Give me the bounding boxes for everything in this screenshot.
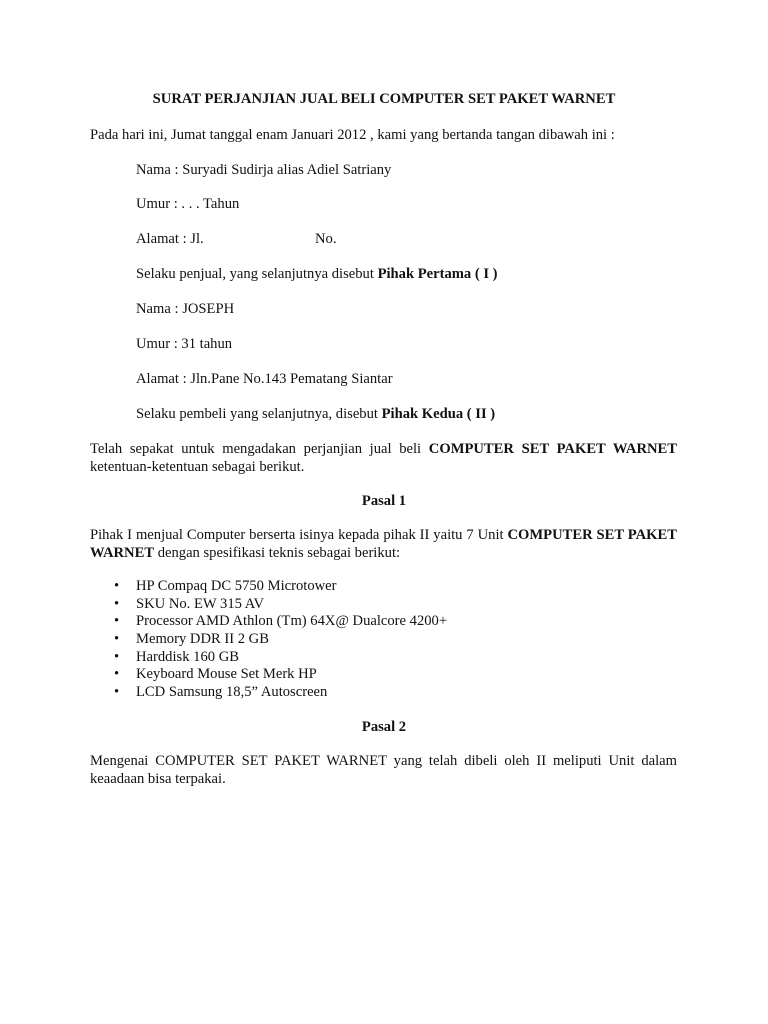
party1-role-text: Selaku penjual, yang selanjutnya disebut <box>136 266 378 282</box>
intro-text: Pada hari ini, Jumat tanggal enam Januari 2012 , kami yang bertanda tangan dibawah ini : <box>90 127 615 143</box>
bullet-icon: • <box>114 631 120 648</box>
party1-role <box>136 265 498 283</box>
pasal1-subject: COMPUTER SET PAKET WARNET <box>90 527 677 561</box>
agreement-text: Telah sepakat untuk mengadakan perjanjian jual beli <box>90 441 429 457</box>
agreement-paragraph <box>90 440 677 476</box>
pasal1-text: Pihak I menjual Computer berserta isinya kepada pihak II yaitu 7 Unit <box>90 527 508 543</box>
pasal2-heading: Pasal 2 <box>361 719 407 735</box>
party2-role-label: Pihak Kedua ( II ) <box>381 406 496 422</box>
bullet-icon: • <box>114 578 120 594</box>
party1-umur: Umur : . . . Tahun <box>136 196 240 212</box>
agreement-subject: COMPUTER SET PAKET WARNET <box>428 441 677 457</box>
spec-item-text: Harddisk 160 GB <box>136 648 239 665</box>
bullet-icon: • <box>114 595 120 612</box>
bullet-icon: • <box>114 613 120 630</box>
bullet-icon: • <box>114 684 120 701</box>
spec-list-item <box>90 631 447 649</box>
party1-role-label: Pihak Pertama ( I ) <box>377 266 498 282</box>
spec-list-item <box>90 649 447 667</box>
pasal1-text-end: dengan spesifikasi teknis sebagai berikut: <box>154 545 401 561</box>
spec-list-item <box>90 684 447 702</box>
bullet-icon: • <box>114 648 120 665</box>
spec-list-item <box>90 578 447 596</box>
spec-item-text: HP Compaq DC 5750 Microtower <box>136 578 337 594</box>
pasal2-paragraph: Mengenai COMPUTER SET PAKET WARNET yang telah dibeli oleh II meliputi Unit dalam keaadaan bisa terpakai. <box>90 753 677 787</box>
bullet-icon: • <box>114 666 120 683</box>
document-title: SURAT PERJANJIAN JUAL BELI COMPUTER SET PAKET WARNET <box>152 91 616 107</box>
spec-list-item <box>90 666 447 684</box>
spec-item-text: Keyboard Mouse Set Merk HP <box>136 666 317 683</box>
party2-umur: Umur : 31 tahun <box>136 336 233 352</box>
spec-item-text: Processor AMD Athlon (Tm) 64X@ Dualcore 4200+ <box>136 613 448 630</box>
party2-alamat: Alamat : Jln.Pane No.143 Pematang Siantar <box>136 371 393 387</box>
pasal1-paragraph <box>90 526 677 562</box>
party1-alamat-no: No. <box>315 231 337 247</box>
agreement-text-end: ketentuan-ketentuan sebagai berikut. <box>90 459 305 475</box>
spec-list <box>90 578 447 702</box>
spec-item-text: LCD Samsung 18,5” Autoscreen <box>136 684 328 701</box>
spec-list-item <box>90 596 447 614</box>
party2-role-text: Selaku pembeli yang selanjutnya, disebut <box>136 406 382 422</box>
party2-nama: Nama : JOSEPH <box>136 301 235 317</box>
pasal1-heading: Pasal 1 <box>361 493 407 509</box>
party1-nama: Nama : Suryadi Sudirja alias Adiel Satriany <box>136 162 392 178</box>
spec-item-text: SKU No. EW 315 AV <box>136 595 264 612</box>
spec-list-item <box>90 613 447 631</box>
party1-alamat: Alamat : Jl. <box>136 231 204 247</box>
spec-item-text: Memory DDR II 2 GB <box>136 631 269 648</box>
party2-role <box>136 405 495 423</box>
